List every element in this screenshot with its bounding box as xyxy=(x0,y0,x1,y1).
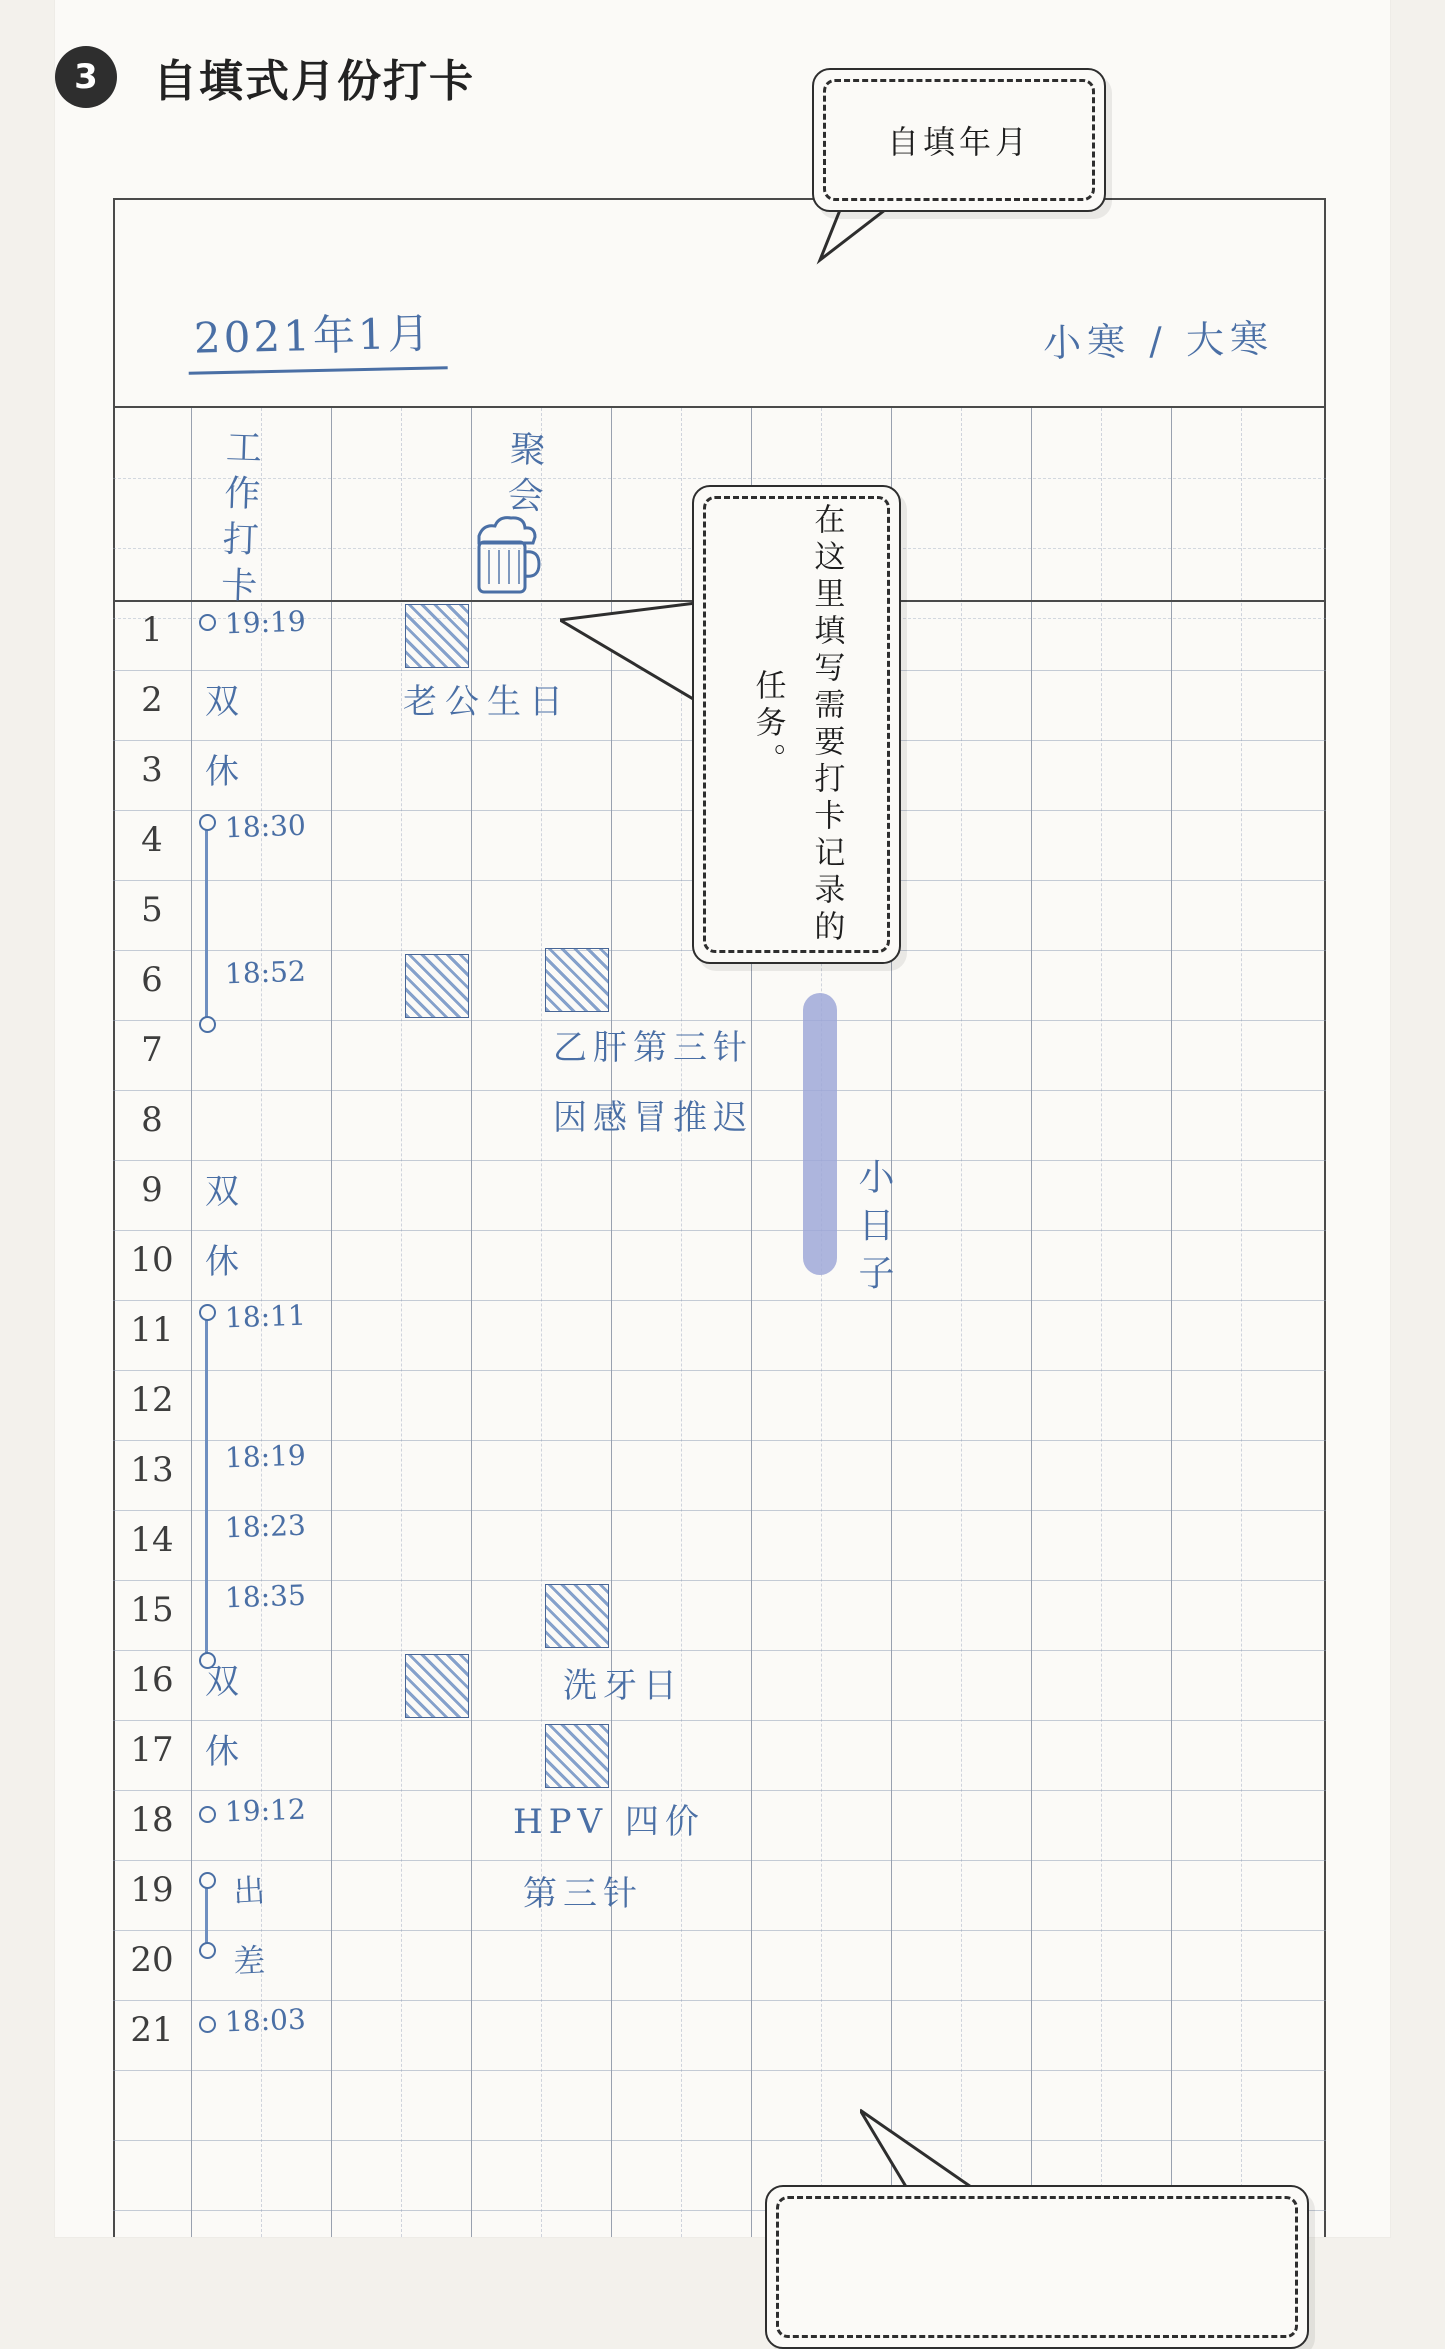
checkin-time[interactable]: 18:03 xyxy=(224,2002,307,2039)
day-number: 8 xyxy=(141,1100,163,1140)
day-note[interactable]: HPV 四价 xyxy=(513,1802,705,1842)
grid-hline xyxy=(113,1230,1326,1231)
event-mark[interactable] xyxy=(545,1724,609,1788)
day-number: 14 xyxy=(130,1520,174,1560)
section-number-badge: 3 xyxy=(55,46,117,108)
day-number: 19 xyxy=(130,1870,174,1910)
day-number: 20 xyxy=(130,1940,174,1980)
solar-terms-label: 小寒 / 大寒 xyxy=(1042,316,1275,366)
event-mark[interactable] xyxy=(545,1584,609,1648)
day-number: 2 xyxy=(141,680,163,720)
checkin-note[interactable]: 差 xyxy=(232,1941,267,1981)
checkin-time[interactable]: 19:12 xyxy=(224,1792,307,1829)
day-note[interactable]: 因感冒推迟 xyxy=(553,1098,753,1138)
day-number: 7 xyxy=(141,1030,163,1070)
callout-bottom xyxy=(765,2185,1309,2349)
checkin-time[interactable]: 18:23 xyxy=(224,1508,307,1545)
checkin-time[interactable]: 双 xyxy=(205,1172,239,1212)
day-number: 11 xyxy=(130,1310,174,1350)
mood-label: 小日子 xyxy=(853,1158,894,1302)
grid-hline xyxy=(113,1160,1326,1161)
grid-vline xyxy=(961,408,962,2237)
page-title: 自填式月份打卡 xyxy=(153,56,475,107)
beer-mug-icon xyxy=(465,508,549,605)
checkin-time[interactable]: 双 xyxy=(205,682,239,722)
grid-hline xyxy=(113,1790,1326,1791)
checkin-time[interactable]: 18:11 xyxy=(224,1298,307,1335)
day-number: 18 xyxy=(130,1800,174,1840)
checkin-time[interactable]: 休 xyxy=(205,1242,239,1282)
day-number: 17 xyxy=(130,1730,174,1770)
day-number: 6 xyxy=(141,960,163,1000)
callout-bottom-text xyxy=(776,2196,1298,2338)
callout-year-month-text: 自填年月 xyxy=(823,79,1095,201)
event-mark[interactable] xyxy=(405,1654,469,1718)
mood-highlight-bar[interactable] xyxy=(803,993,837,1275)
grid-hline xyxy=(113,2070,1326,2071)
callout-task xyxy=(692,485,901,964)
day-number: 15 xyxy=(130,1590,174,1630)
day-note[interactable]: 乙肝第三针 xyxy=(553,1028,753,1068)
day-number: 21 xyxy=(130,2010,174,2050)
tracker-title-row xyxy=(113,198,1326,408)
checkin-time[interactable]: 19:19 xyxy=(224,604,307,641)
grid-vline xyxy=(331,408,332,2237)
event-mark[interactable] xyxy=(545,948,609,1012)
event-mark[interactable] xyxy=(405,604,469,668)
day-number: 4 xyxy=(141,820,163,860)
grid-vline xyxy=(1171,408,1172,2237)
day-number: 3 xyxy=(141,750,163,790)
grid-hline xyxy=(113,1370,1326,1371)
checkin-time[interactable]: 休 xyxy=(205,752,239,792)
checkin-time[interactable]: 18:35 xyxy=(224,1578,307,1615)
checkin-note[interactable]: 出 xyxy=(232,1871,267,1911)
callout-task-text: 在这里填写需要打卡记录的任务。 xyxy=(703,496,890,953)
checkin-time[interactable]: 18:30 xyxy=(224,808,307,845)
grid-hline xyxy=(113,2140,1326,2141)
column-header-party: 聚会 xyxy=(500,428,547,524)
grid-hline xyxy=(113,1860,1326,1861)
day-number: 13 xyxy=(130,1450,174,1490)
checkin-time[interactable]: 休 xyxy=(205,1732,239,1772)
day-number: 9 xyxy=(141,1170,163,1210)
day-number: 12 xyxy=(130,1380,174,1420)
day-number: 10 xyxy=(130,1240,174,1280)
year-month-field[interactable]: 2021年1月 xyxy=(187,300,447,374)
grid-vline xyxy=(1031,408,1032,2237)
grid-hline xyxy=(113,2000,1326,2001)
page-header xyxy=(55,45,475,109)
day-number: 1 xyxy=(141,610,163,650)
grid-vline xyxy=(191,408,192,2237)
checkin-time[interactable]: 18:52 xyxy=(224,954,307,991)
day-note[interactable]: 洗牙日 xyxy=(563,1666,683,1706)
grid-vline xyxy=(1101,408,1102,2237)
grid-hline xyxy=(113,478,1326,479)
grid-vline xyxy=(401,408,402,2237)
checkin-time[interactable]: 双 xyxy=(205,1662,239,1702)
day-number: 16 xyxy=(130,1660,174,1700)
checkin-time[interactable]: 18:19 xyxy=(224,1438,307,1475)
day-note[interactable]: 第三针 xyxy=(523,1874,643,1914)
grid-hline xyxy=(113,1930,1326,1931)
grid-hline xyxy=(113,1650,1326,1651)
callout-year-month xyxy=(812,68,1106,212)
event-mark[interactable] xyxy=(405,954,469,1018)
column-header-work: 工作打卡 xyxy=(214,427,263,613)
grid-hline xyxy=(113,1720,1326,1721)
day-note[interactable]: 老公生日 xyxy=(403,682,571,722)
grid-vline xyxy=(1241,408,1242,2237)
day-number: 5 xyxy=(141,890,163,930)
